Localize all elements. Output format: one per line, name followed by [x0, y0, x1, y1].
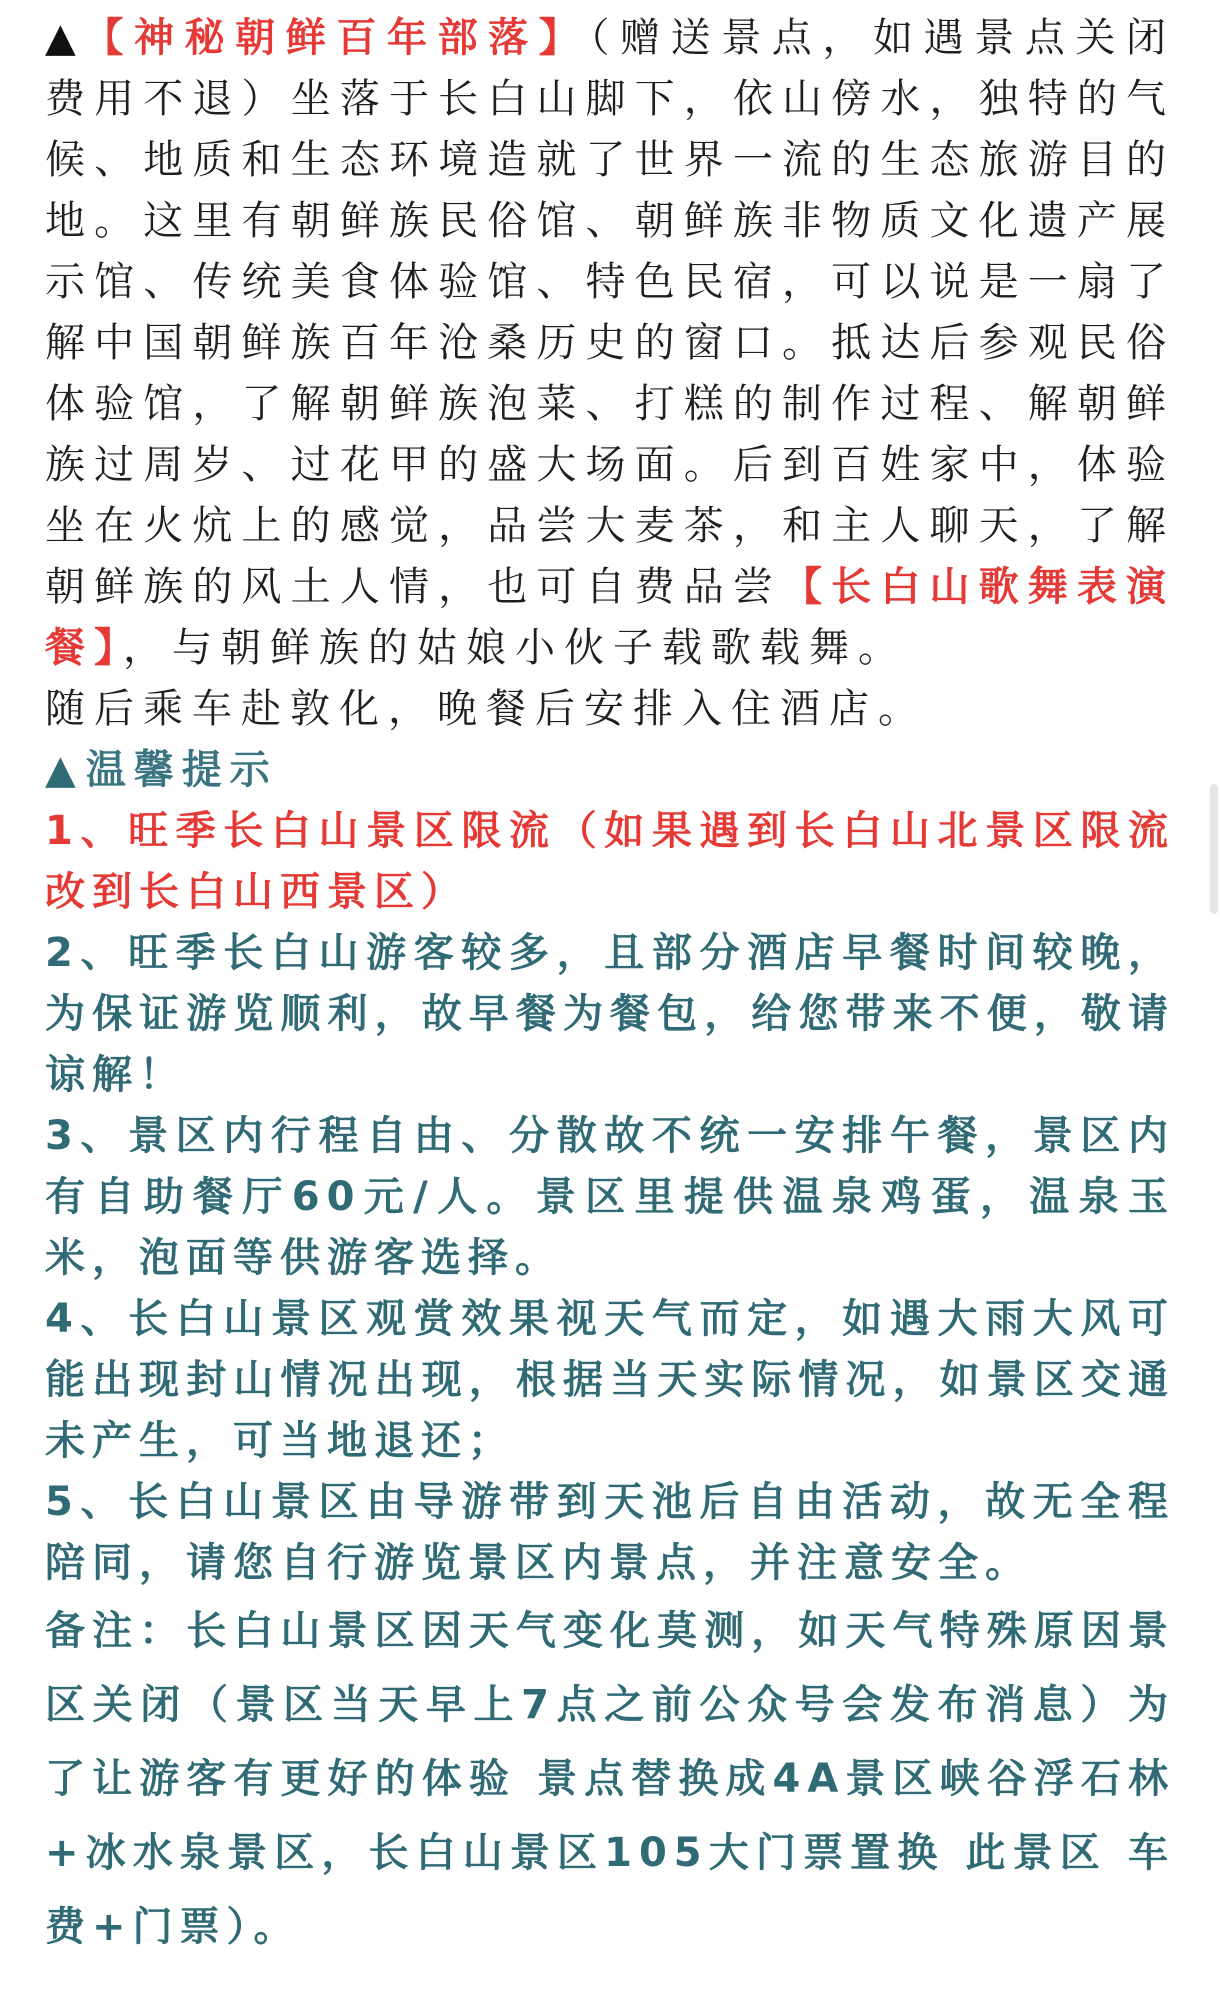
- triangle-marker-icon: ▲: [45, 15, 78, 61]
- tip-item: 4、长白山景区观赏效果视天气而定，如遇大雨大风可能出现封山情况出现，根据当天实际情况，如景区交通未产生，可当地退还；: [45, 1296, 1175, 1464]
- tips-heading: [45, 740, 1175, 801]
- scrollbar-thumb[interactable]: [1210, 784, 1218, 914]
- intro-body: 坐落于长白山脚下，依山傍水，独特的气候、地质和生态环境造就了世界一流的生态旅游目的地。这里有朝鲜族民俗馆、朝鲜族非物质文化遗产展示馆、传统美食体验馆、特色民宿，可以说是一扇了解中国朝鲜族百年沧桑历史的窗口。抵达后参观民俗体验馆，了解朝鲜族泡菜、打糕的制作过程、解朝鲜族过周岁、过花甲的盛大场面。后到百姓家中，体验坐在火炕上的感觉，品尝大麦茶，和主人聊天，了解朝鲜族的风土人情，也可自费品尝: [45, 76, 1176, 610]
- itinerary-content: [45, 8, 1175, 1964]
- tip-item: 3、景区内行程自由、分散故不统一安排午餐，景区内有自助餐厅60元/人。景区里提供温泉鸡蛋，温泉玉米，泡面等供游客选择。: [45, 1113, 1175, 1281]
- intro-body-end: ，与朝鲜族的姑娘小伙子载歌载舞。: [123, 625, 907, 671]
- tip-item: 1、旺季长白山景区限流（如果遇到长白山北景区限流改到长白山西景区）: [45, 808, 1175, 915]
- attraction-title: 【神秘朝鲜百年部落】: [83, 15, 590, 61]
- tips-heading-text: 温馨提示: [85, 747, 278, 793]
- triangle-marker-icon: ▲: [45, 747, 76, 793]
- dinner-show-highlight: 【长白山歌舞表演餐】: [45, 564, 1176, 671]
- tip-item: 5、长白山景区由导游带到天池后自由活动，故无全程陪同，请您自行游览景区内景点，并注意安全。: [45, 1479, 1175, 1586]
- attraction-note: （赠送景点，如遇景点关闭费用不退）: [45, 15, 1176, 122]
- remark-paragraph: 备注：长白山景区因天气变化莫测，如天气特殊原因景区关闭（景区当天早上7点之前公众号会发布消息）为了让游客有更好的体验 景点替换成4A景区峡谷浮石林+冰水泉景区，长白山景区105大门票置换 此景区 车费+门票）。: [45, 1608, 1175, 1950]
- tip-item: 2、旺季长白山游客较多，且部分酒店早餐时间较晚，为保证游览顺利，故早餐为餐包，给您带来不便，敬请谅解！: [45, 930, 1175, 1098]
- transfer-paragraph: 随后乘车赴敦化，晚餐后安排入住酒店。: [45, 686, 927, 732]
- intro-paragraph: [45, 8, 1175, 679]
